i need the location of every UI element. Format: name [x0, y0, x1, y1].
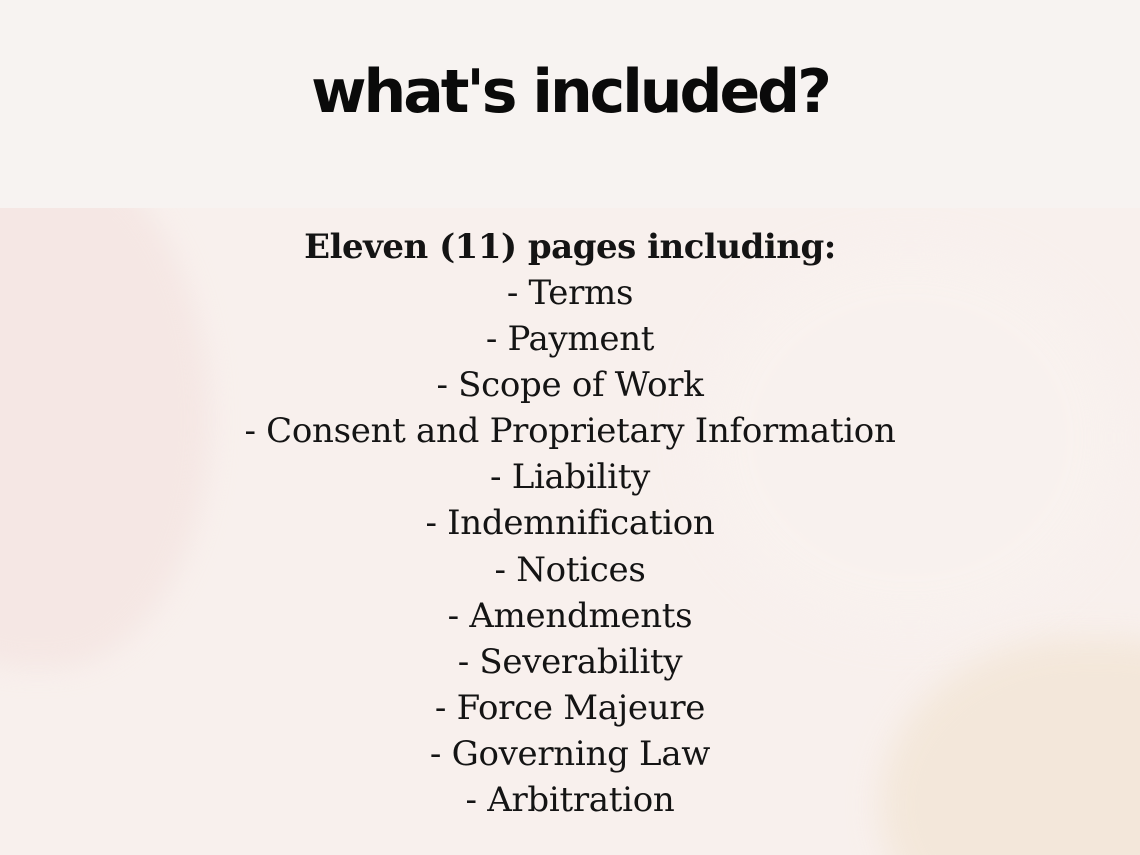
list-item: - Liability [490, 457, 650, 498]
list-item: - Notices [494, 549, 646, 590]
page-title: what's included? [311, 57, 829, 127]
list-item: - Force Majeure [434, 687, 706, 728]
list-item: - Severability [457, 641, 683, 682]
list-item: - Amendments [447, 595, 693, 636]
included-list-section [0, 224, 1140, 823]
list-item: - Consent and Proprietary Information [244, 411, 896, 452]
list-item: - Terms [506, 273, 634, 313]
list-item: - Payment [485, 319, 655, 360]
list-item: - Indemnification [425, 503, 715, 544]
included-items-list [0, 270, 1140, 823]
intro-line: Eleven (11) pages including: [304, 227, 836, 267]
list-item: - Arbitration [465, 780, 675, 821]
list-item: - Scope of Work [436, 365, 704, 406]
list-item: - Governing Law [429, 733, 711, 774]
